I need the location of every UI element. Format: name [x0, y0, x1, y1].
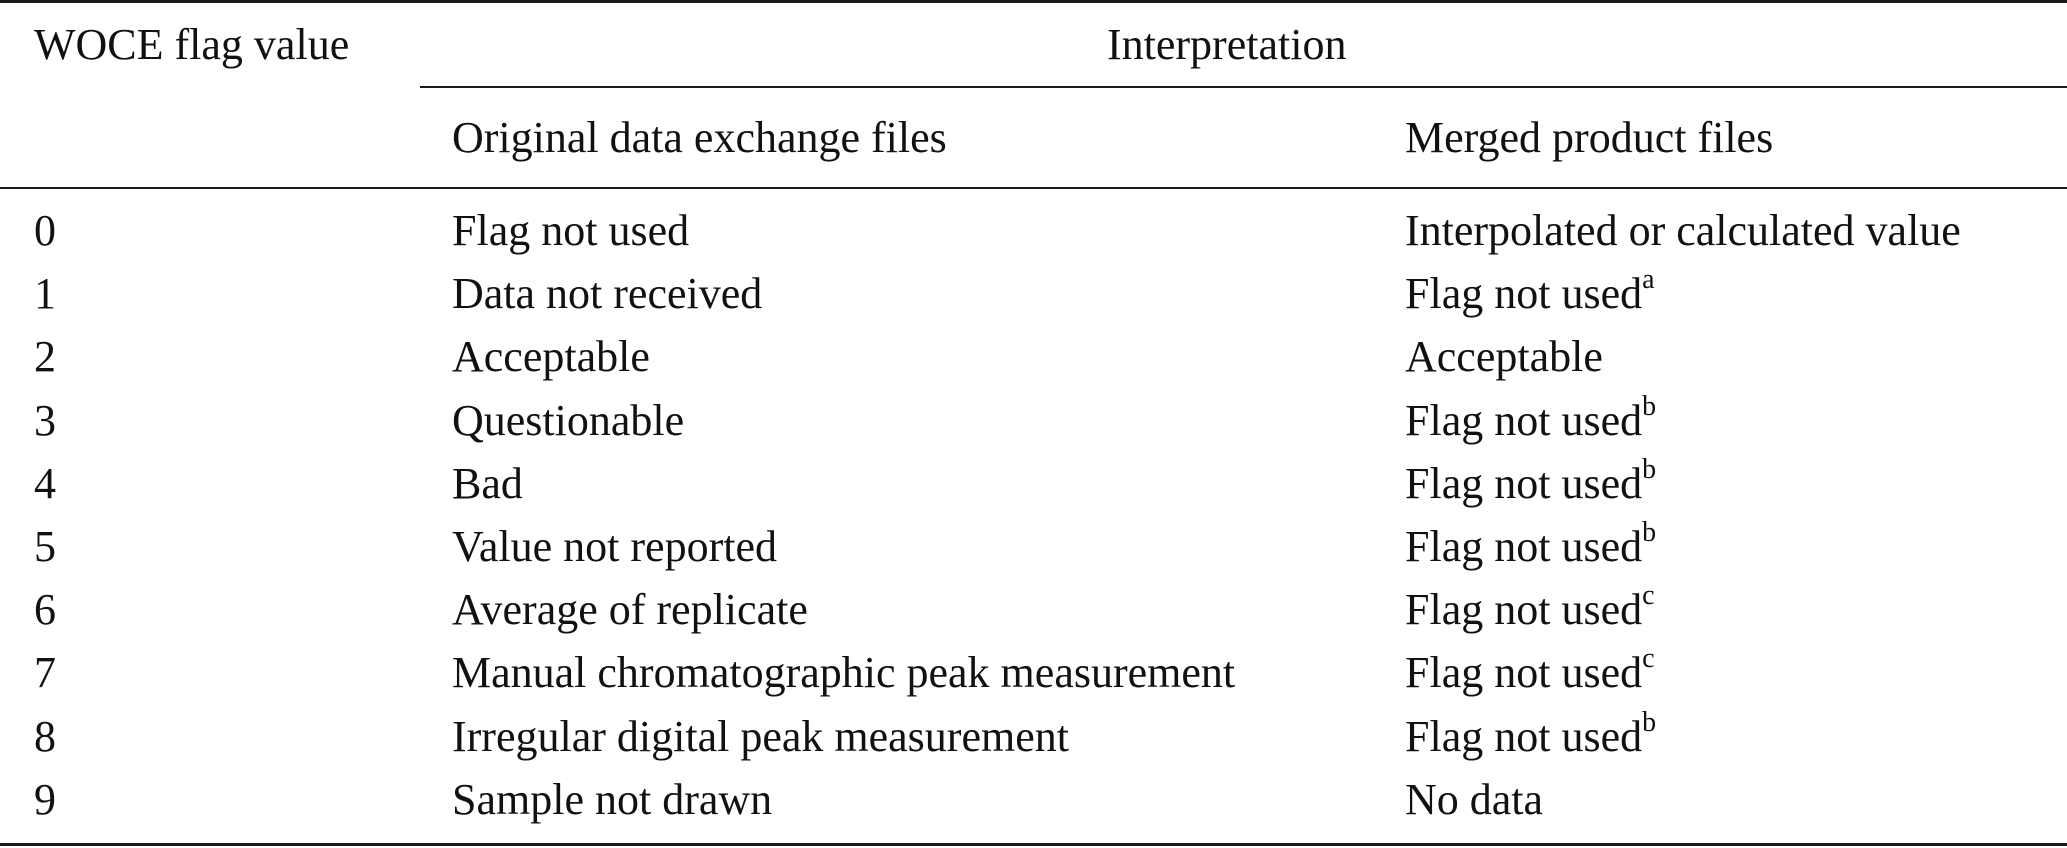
flag-value-cell: 0 [34, 206, 56, 255]
footnote-marker: c [1642, 643, 1655, 675]
flag-value-cell: 1 [34, 269, 56, 318]
footnote-marker: b [1642, 707, 1657, 739]
merged-interpretation-text: Flag not used [1405, 522, 1643, 571]
header-flag-value: WOCE flag value [34, 20, 350, 69]
original-interpretation-cell: Average of replicate [452, 585, 808, 634]
original-interpretation-cell: Value not reported [452, 522, 777, 571]
merged-interpretation-cell [1405, 517, 1657, 572]
merged-interpretation-cell [1405, 264, 1655, 319]
merged-interpretation-cell [1405, 206, 1961, 256]
original-interpretation-cell: Irregular digital peak measurement [452, 712, 1069, 761]
merged-interpretation-text: Flag not used [1405, 396, 1643, 445]
merged-interpretation-cell [1405, 332, 1603, 382]
header-merged-files: Merged product files [1405, 113, 1774, 162]
flag-value-cell: 9 [34, 775, 56, 824]
original-interpretation-cell: Bad [452, 459, 523, 508]
merged-interpretation-text: No data [1405, 775, 1544, 824]
flag-value-cell: 4 [34, 459, 56, 508]
original-interpretation-cell: Acceptable [452, 332, 650, 381]
merged-interpretation-text: Flag not used [1405, 459, 1643, 508]
footnote-marker: b [1642, 517, 1657, 549]
original-interpretation-cell: Questionable [452, 396, 685, 445]
merged-interpretation-text: Interpolated or calculated value [1405, 206, 1961, 255]
header-bottom-rule [0, 187, 2067, 189]
merged-interpretation-text: Flag not used [1405, 712, 1643, 761]
merged-interpretation-text: Acceptable [1405, 332, 1603, 381]
flag-value-cell: 2 [34, 332, 56, 381]
original-interpretation-cell: Data not received [452, 269, 763, 318]
interpretation-span-rule [420, 86, 2067, 88]
merged-interpretation-text: Flag not used [1405, 269, 1643, 318]
merged-interpretation-cell [1405, 391, 1657, 446]
footnote-marker: a [1642, 264, 1655, 296]
merged-interpretation-cell [1405, 454, 1657, 509]
original-interpretation-cell: Flag not used [452, 206, 690, 255]
original-interpretation-cell: Sample not drawn [452, 775, 773, 824]
merged-interpretation-cell [1405, 580, 1655, 635]
merged-interpretation-cell [1405, 643, 1655, 698]
flag-value-cell: 6 [34, 585, 56, 634]
flag-value-cell: 5 [34, 522, 56, 571]
merged-interpretation-text: Flag not used [1405, 585, 1643, 634]
merged-interpretation-text: Flag not used [1405, 648, 1643, 697]
merged-interpretation-cell [1405, 707, 1657, 762]
table-top-rule [0, 0, 2067, 3]
header-original-files: Original data exchange files [452, 113, 947, 162]
table-bottom-rule [0, 843, 2067, 846]
flag-value-cell: 7 [34, 648, 56, 697]
footnote-marker: b [1642, 454, 1657, 486]
flag-value-cell: 8 [34, 712, 56, 761]
original-interpretation-cell: Manual chromatographic peak measurement [452, 648, 1236, 697]
header-interpretation: Interpretation [1107, 20, 1347, 69]
footnote-marker: b [1642, 391, 1657, 423]
flag-value-cell: 3 [34, 396, 56, 445]
footnote-marker: c [1642, 580, 1655, 612]
merged-interpretation-cell [1405, 775, 1543, 825]
